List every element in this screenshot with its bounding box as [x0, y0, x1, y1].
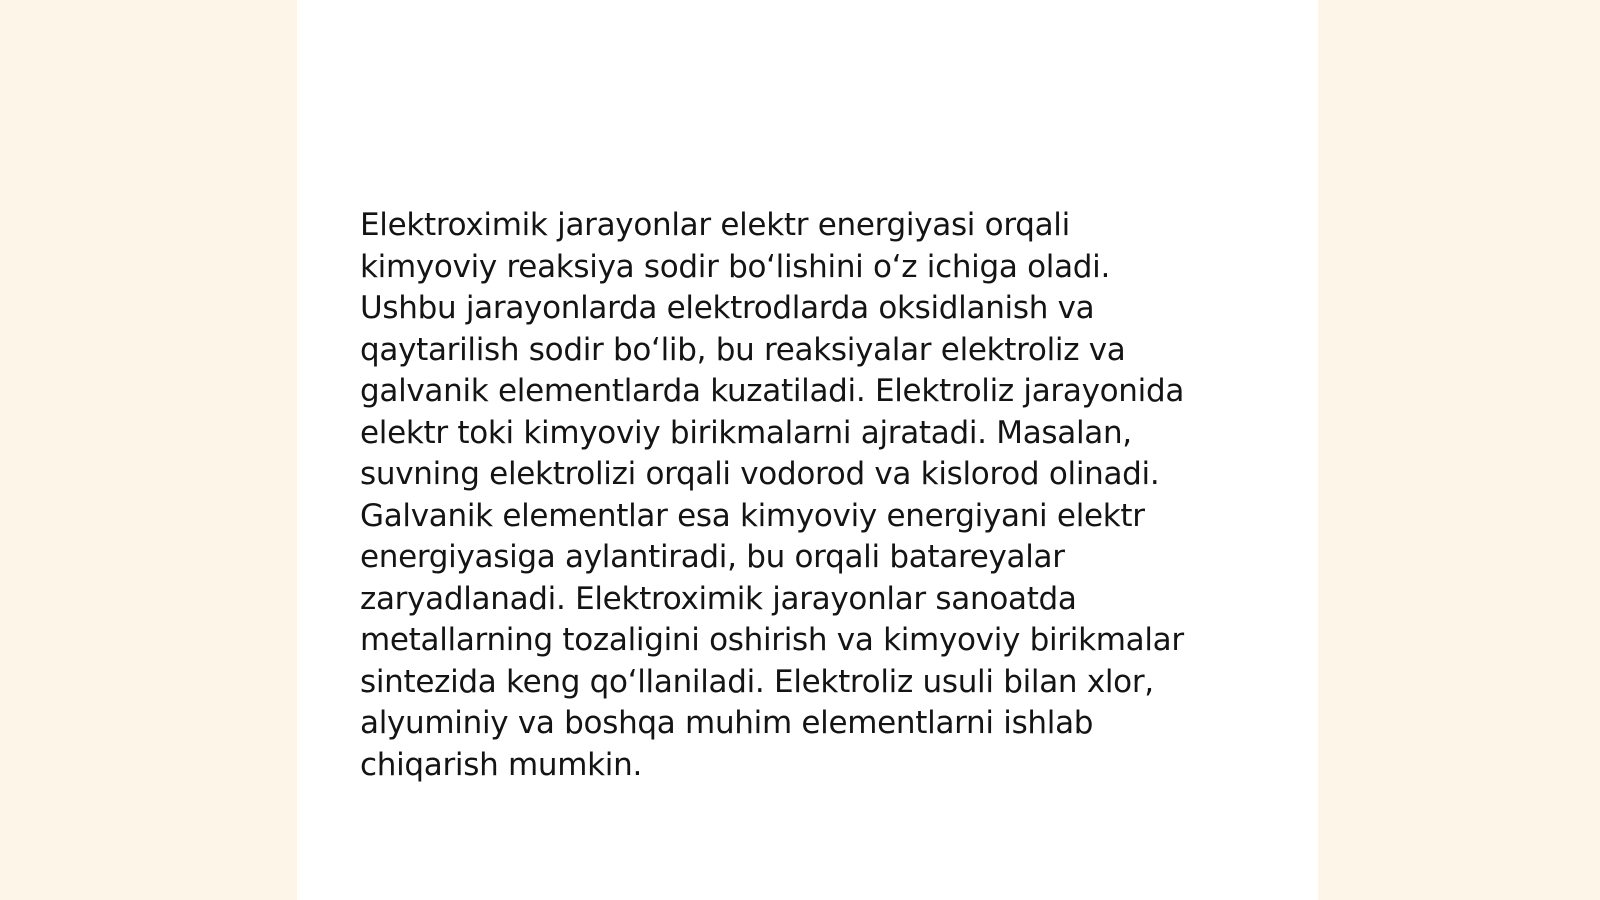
text-line: alyuminiy va boshqa muhim elementlarni ishlab — [360, 705, 1094, 741]
text-line: Galvanik elementlar esa kimyoviy energiyani elektr — [360, 497, 1145, 534]
text-line: kimyoviy reaksiya sodir bo‘lishini o‘z ichiga oladi. — [360, 248, 1111, 285]
text-line: galvanik elementlarda kuzatiladi. Elektroliz jarayonida — [360, 373, 1185, 409]
text-line: suvning elektrolizi orqali vodorod va kislorod olinadi. — [360, 456, 1160, 492]
slide — [297, 0, 1318, 900]
text-line: energiyasiga aylantiradi, bu orqali batareyalar — [360, 539, 1065, 575]
text-line: elektr toki kimyoviy birikmalarni ajratadi. Masalan, — [360, 414, 1132, 451]
text-line: sintezida keng qo‘llaniladi. Elektroliz usuli bilan xlor, — [360, 663, 1154, 700]
text-line: metallarning tozaligini oshirish va kimyoviy birikmalar — [360, 622, 1184, 658]
text-line: Ushbu jarayonlarda elektrodlarda oksidlanish va — [360, 290, 1095, 326]
text-line: qaytarilish sodir bo‘lib, bu reaksiyalar elektroliz va — [360, 331, 1126, 368]
text-line: zaryadlanadi. Elektroximik jarayonlar sanoatda — [360, 580, 1077, 617]
slide-body-text — [360, 205, 1260, 786]
text-line: chiqarish mumkin. — [360, 746, 642, 783]
text-line: Elektroximik jarayonlar elektr energiyasi orqali — [360, 207, 1070, 243]
